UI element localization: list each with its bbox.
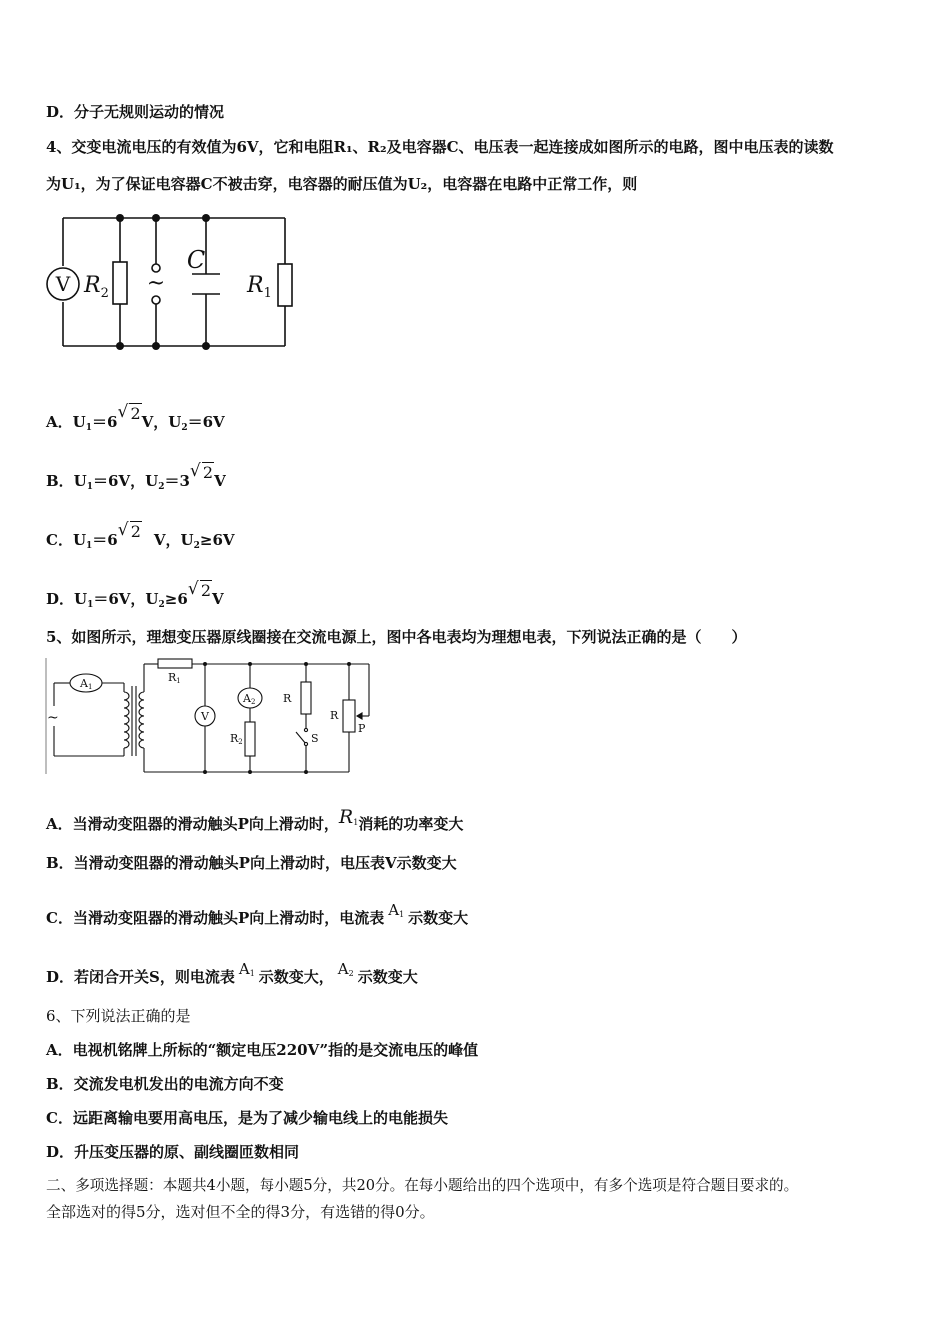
q4-option-b: B．$U_1=6V$，$U_2=3$ √ 2V	[46, 461, 226, 492]
a1-symbol: A1	[238, 960, 255, 978]
q4-stem-line1: 4、交变电流电压的有效值为6V，它和电阻R₁、R₂及电容器C、电压表一起连接成如图所示的电路，图中电压表的读数	[46, 138, 834, 156]
q5-source-symbol: ~	[47, 710, 59, 726]
q4-option-a: A．$U_1=6$ √ 2V，$U_2=6V$	[46, 402, 225, 433]
sqrt-symbol: √ 2	[189, 461, 214, 482]
q5-switch-label: S	[311, 732, 319, 745]
sqrt-symbol: √ 2	[117, 402, 141, 423]
q5-rvar-label: R	[330, 709, 339, 722]
q5-option-a: A．当滑动变阻器的滑动触头P向上滑动时，R1消耗的功率变大	[46, 806, 464, 833]
q4-circuit-figure	[44, 208, 300, 356]
q5-r2-label: R	[230, 732, 239, 745]
sqrt-symbol: √ 2	[187, 579, 211, 600]
q5-p-label: P	[358, 722, 366, 735]
q5-option-d: D．若闭合开关S，则电流表 A1 示数变大， A2 示数变大	[46, 960, 418, 986]
a1-symbol: A1	[388, 901, 405, 919]
q3-option-d: D．分子无规则运动的情况	[46, 103, 225, 121]
q4-stem-line2: 为U₁，为了保证电容器C不被击穿，电容器的耐压值为U₂，电容器在电路中正常工作，则	[46, 175, 638, 193]
q4-r1-label: R	[247, 273, 264, 298]
q5-a2-sub: 2	[250, 698, 256, 706]
q5-r-label: R	[283, 692, 292, 705]
q5-option-b: B．当滑动变阻器的滑动触头P向上滑动时，电压表V示数变大	[46, 854, 457, 872]
q5-voltmeter-label: V	[201, 710, 209, 723]
q4-r2-sub: 2	[100, 286, 109, 301]
q5-stem: 5、如图所示，理想变压器原线圈接在交流电源上，图中各电表均为理想电表，下列说法正确的是（ ）	[46, 628, 747, 646]
q6-option-d: D．升压变压器的原、副线圈匝数相同	[46, 1143, 300, 1161]
q5-a1-sub: 1	[87, 683, 93, 691]
q4-capacitor-label: C	[186, 246, 206, 274]
svg-text:R2	[83, 273, 109, 301]
svg-text:R2	[230, 732, 243, 746]
section2-heading-line1: 二、多项选择题：本题共4小题，每小题5分，共20分。在每小题给出的四个选项中，有多个选项是符合题目要求的。	[46, 1177, 799, 1194]
q6-option-a: A．电视机铭牌上所标的“额定电压220V”指的是交流电压的峰值	[46, 1041, 479, 1059]
svg-text:R1	[246, 273, 272, 301]
q5-option-c: C．当滑动变阻器的滑动触头P向上滑动时，电流表 A1 示数变大	[46, 901, 469, 927]
q6-option-c: C．远距离输电要用高电压，是为了减少输电线上的电能损失	[46, 1109, 448, 1127]
sqrt-symbol: √ 2	[117, 520, 141, 541]
q5-r1-sub: 1	[176, 677, 181, 685]
q6-stem: 6、下列说法正确的是	[46, 1007, 191, 1025]
q4-source-symbol: ~	[146, 271, 166, 296]
q5-a1-label: A	[80, 677, 88, 690]
q5-r1-label: R	[168, 671, 177, 684]
a2-symbol: A2	[337, 960, 354, 978]
q6-option-b: B．交流发电机发出的电流方向不变	[46, 1075, 284, 1093]
svg-text:R1	[168, 671, 181, 685]
q4-voltmeter-label: V	[55, 272, 71, 296]
r1-symbol: R1	[338, 806, 359, 828]
q5-r2-sub: 2	[238, 738, 243, 746]
section2-heading-line2: 全部选对的得5分，选对但不全的得3分，有选错的得0分。	[46, 1203, 435, 1221]
q5-transformer-figure	[44, 656, 386, 776]
q4-option-d: D．$U_1=6V$，$U_2\ge 6$ √ 2V	[46, 579, 224, 610]
q5-a2-label: A	[243, 692, 251, 705]
q4-r1-sub: 1	[263, 286, 272, 301]
q4-r2-label: R	[84, 273, 101, 298]
q4-option-c: C．$U_1=6$ √ 2 V，$U_2\ge 6V$	[46, 520, 235, 551]
